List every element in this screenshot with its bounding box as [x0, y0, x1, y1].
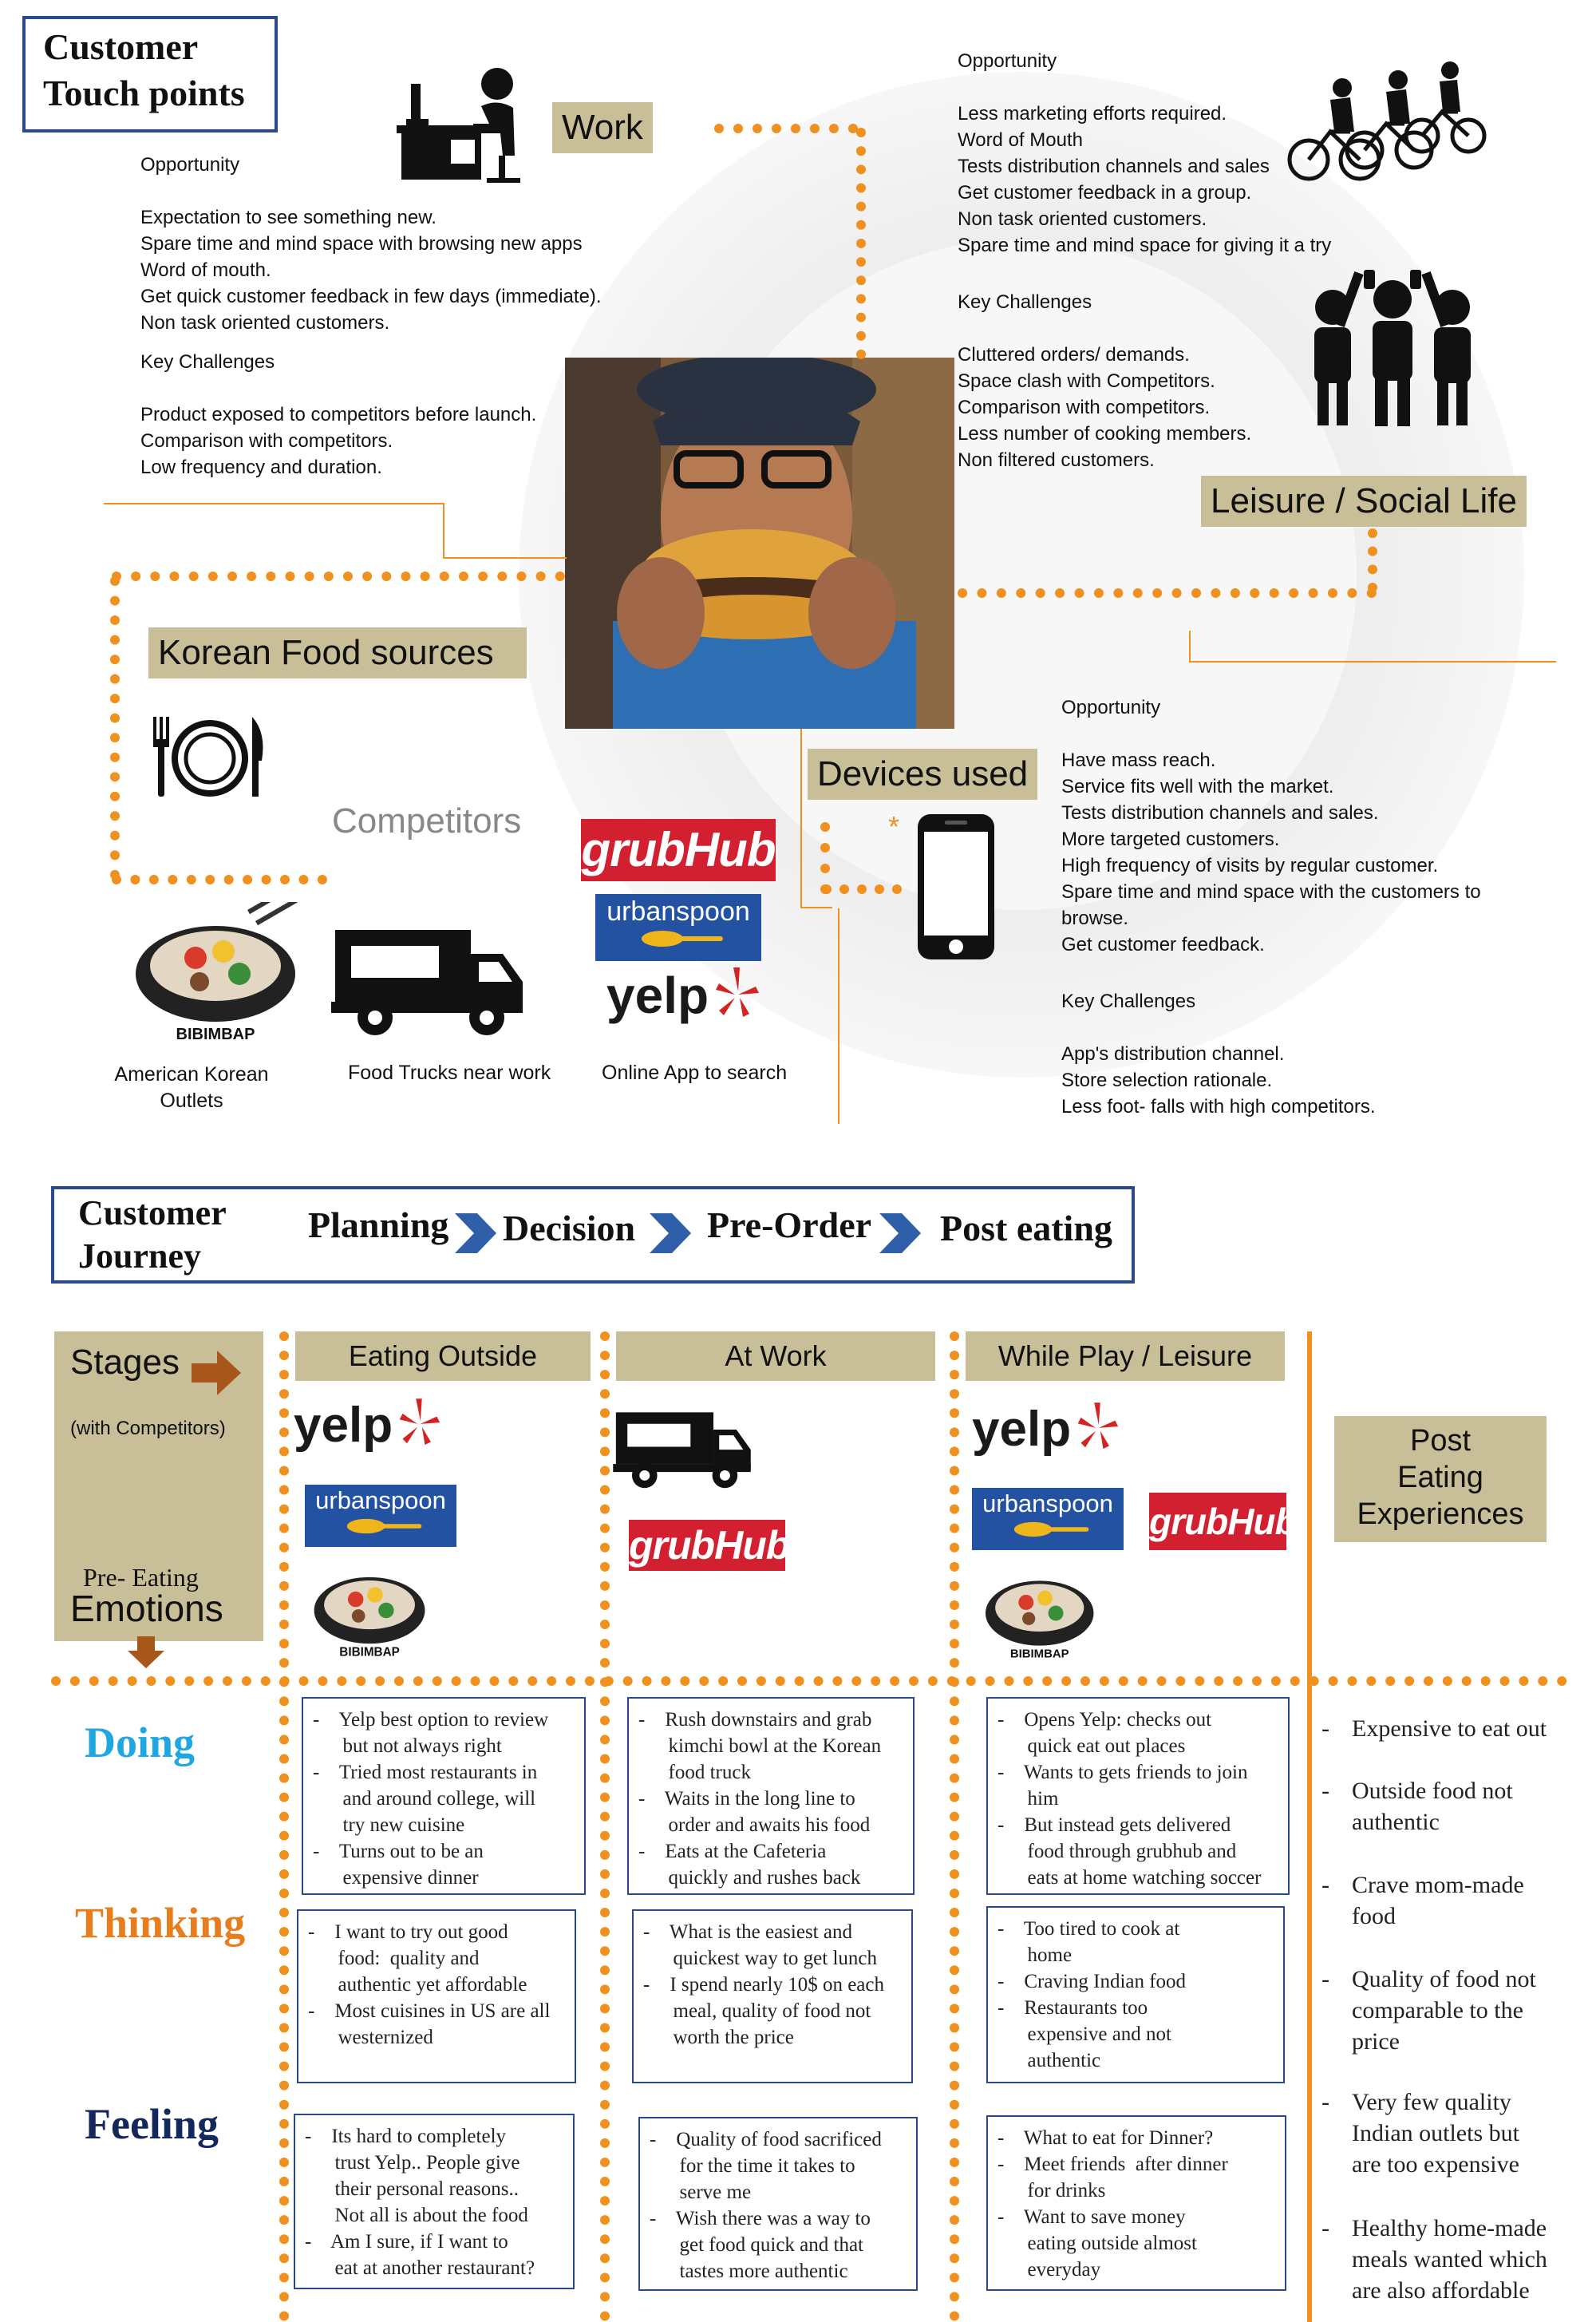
leisure-opportunity-item: Spare time and mind space for giving it a try: [958, 235, 1332, 256]
devices-challenge-item: Store selection rationale.: [1061, 1070, 1273, 1091]
work-challenge-item: Low frequency and duration.: [140, 457, 382, 478]
post-line: Indian outlets but: [1352, 2120, 1519, 2146]
pre-eating-label: Pre- Eating: [83, 1563, 199, 1592]
note-line: for drinks: [998, 2180, 1106, 2201]
post-line: Healthy home-made: [1352, 2215, 1547, 2241]
leisure-opportunity-item: Word of Mouth: [958, 129, 1083, 151]
competitors-label: Competitors: [332, 801, 522, 841]
post-item: [1321, 1964, 1536, 2057]
devices-opportunity-item: Service fits well with the market.: [1061, 776, 1334, 797]
leisure-challenge-item: Comparison with competitors.: [958, 397, 1211, 418]
grid-divider: [950, 1331, 959, 2321]
bibimbap-bowl-icon: [128, 902, 319, 1046]
note-line: - What is the easiest and: [643, 1921, 852, 1943]
leisure-challenge-item: Space clash with Competitors.: [958, 370, 1215, 392]
note-line: serve me: [650, 2182, 752, 2203]
post-item: [1321, 2213, 1547, 2306]
note-line: authentic: [998, 2050, 1101, 2071]
devices-opportunity-item: browse.: [1061, 908, 1129, 929]
note-line: eating outside almost: [998, 2233, 1197, 2254]
devices-connector: [822, 884, 902, 894]
note-line: food truck: [638, 1762, 751, 1783]
note-doing-eating-outside: [302, 1697, 586, 1895]
note-line: food: quality and: [308, 1948, 480, 1969]
post-bullet: -: [1321, 1966, 1329, 1992]
note-line: tastes more authentic: [650, 2261, 848, 2282]
note-line: - Am I sure, if I want to: [305, 2231, 508, 2253]
grubhub-logo: grubHub: [629, 1520, 785, 1571]
post-eating-line: Experiences: [1357, 1497, 1524, 1531]
work-tag: Work: [552, 102, 653, 153]
devices-opportunity-item: Have mass reach.: [1061, 750, 1216, 771]
journey-step-planning: Planning: [308, 1205, 449, 1245]
note-feeling-eating-outside: [294, 2114, 575, 2289]
note-line: but not always right: [313, 1735, 502, 1757]
post-bullet: -: [1321, 1715, 1329, 1742]
note-doing-at-work: [627, 1697, 915, 1895]
note-line: - Quality of food sacrificed: [650, 2129, 882, 2150]
leisure-opportunity-item: Less marketing efforts required.: [958, 103, 1227, 125]
work-opportunity-item: Expectation to see something new.: [140, 207, 437, 228]
note-line: eat at another restaurant?: [305, 2257, 535, 2279]
urbanspoon-logo-text: urbanspoon: [606, 896, 750, 927]
urbanspoon-logo: [595, 894, 761, 961]
post-item: [1321, 2087, 1519, 2180]
note-thinking-eating-outside: [297, 1909, 576, 2083]
plate-fork-knife-icon: [150, 717, 270, 798]
chevron-right-icon: [878, 1212, 922, 1255]
bibimbap-logo-text: BIBIMBAP: [339, 1645, 400, 1659]
post-eating-panel: [1334, 1416, 1547, 1542]
stage-while-play-leisure: While Play / Leisure: [966, 1331, 1285, 1381]
spoon-icon: [337, 1517, 425, 1536]
post-line: meals wanted which: [1352, 2246, 1547, 2273]
devices-opportunity-item: Get customer feedback.: [1061, 934, 1265, 955]
thin-line: [104, 503, 443, 504]
note-line: - Too tired to cook at: [998, 1918, 1180, 1940]
stage-at-work: At Work: [616, 1331, 935, 1381]
devices-opportunity-item: More targeted customers.: [1061, 829, 1280, 850]
grubhub-logo: grubHub: [1149, 1493, 1286, 1550]
grid-divider: [51, 1676, 1567, 1686]
source-label-line: Outlets: [160, 1090, 223, 1112]
stage-eating-outside: Eating Outside: [295, 1331, 591, 1381]
note-line: and around college, will: [313, 1788, 536, 1810]
grid-divider: [600, 1331, 610, 2321]
post-bullet: -: [1321, 2215, 1329, 2241]
post-item: [1321, 1869, 1524, 1932]
work-challenge-item: Product exposed to competitors before launch.: [140, 404, 537, 425]
leisure-connector: [958, 588, 1377, 598]
devices-opportunity-item: Tests distribution channels and sales.: [1061, 802, 1379, 824]
thin-line: [1189, 661, 1556, 663]
stages-label: Stages: [70, 1343, 180, 1382]
note-line: expensive dinner: [313, 1867, 479, 1889]
stages-panel: [54, 1331, 263, 1641]
korean-connector: [112, 875, 327, 884]
note-line: their personal reasons..: [305, 2178, 519, 2200]
grubhub-logo: grubHub: [581, 819, 776, 881]
devices-challenge-item: App's distribution channel.: [1061, 1043, 1285, 1065]
note-line: - Eats at the Cafeteria: [638, 1841, 827, 1862]
journey-step-post-eating: Post eating: [940, 1208, 1112, 1248]
note-line: trust Yelp.. People give: [305, 2152, 520, 2174]
row-label-feeling: Feeling: [85, 2100, 219, 2148]
leisure-tag: Leisure / Social Life: [1201, 476, 1527, 527]
leisure-opportunity-item: Tests distribution channels and sales: [958, 156, 1270, 177]
post-item: [1321, 1713, 1547, 1744]
devices-connector: [820, 822, 830, 894]
note-line: - Wish there was a way to: [650, 2208, 871, 2229]
leisure-opportunity-item: Get customer feedback in a group.: [958, 182, 1252, 204]
note-line: expensive and not: [998, 2023, 1172, 2045]
row-label-thinking: Thinking: [75, 1899, 246, 1947]
leisure-challenges-heading: Key Challenges: [958, 291, 1092, 313]
note-line: Not all is about the food: [305, 2205, 528, 2226]
leisure-challenge-item: Less number of cooking members.: [958, 423, 1252, 445]
devices-challenge-item: Less foot- falls with high competitors.: [1061, 1096, 1376, 1117]
work-challenge-item: Comparison with competitors.: [140, 430, 393, 452]
note-line: - Tried most restaurants in: [313, 1762, 538, 1783]
note-thinking-leisure: [986, 1906, 1285, 2083]
source-label-trucks: Food Trucks near work: [348, 1062, 551, 1084]
arrow-down-icon: [126, 1635, 166, 1670]
work-opportunity-item: Word of mouth.: [140, 259, 271, 281]
spoon-icon: [1004, 1520, 1092, 1539]
row-label-doing: Doing: [85, 1719, 196, 1766]
post-line: Expensive to eat out: [1352, 1715, 1547, 1742]
spoon-icon: [630, 929, 726, 948]
urbanspoon-logo-text: urbanspoon: [315, 1486, 446, 1514]
note-line: westernized: [308, 2027, 433, 2048]
note-line: try new cuisine: [313, 1814, 465, 1836]
note-line: - Most cuisines in US are all: [308, 2000, 551, 2022]
leisure-connector: [1368, 528, 1377, 592]
yelp-burst-icon: [397, 1397, 441, 1450]
note-line: - Wants to gets friends to join: [998, 1762, 1248, 1783]
urbanspoon-logo: [972, 1488, 1124, 1550]
urbanspoon-logo: [305, 1485, 456, 1547]
note-line: - What to eat for Dinner?: [998, 2127, 1214, 2149]
yelp-logo: [294, 1397, 441, 1454]
bicycles-icon: [1286, 56, 1510, 192]
post-line: authentic: [1352, 1809, 1440, 1835]
thin-line: [800, 729, 802, 908]
work-opportunity-item: Spare time and mind space with browsing new apps: [140, 233, 583, 255]
yelp-logo: [606, 966, 760, 1025]
food-truck-icon: [608, 1401, 756, 1493]
note-line: quick eat out places: [998, 1735, 1186, 1757]
yelp-logo-text: yelp: [606, 967, 709, 1024]
friends-group-icon: [1297, 263, 1488, 427]
smartphone-icon: [916, 813, 996, 961]
note-line: - Its hard to completely: [305, 2126, 507, 2147]
leisure-challenge-item: Cluttered orders/ demands.: [958, 344, 1190, 366]
bibimbap-logo-text: BIBIMBAP: [176, 1026, 255, 1043]
note-line: - But instead gets delivered: [998, 1814, 1231, 1836]
thin-line: [443, 503, 444, 559]
devices-opportunity-item: High frequency of visits by regular customer.: [1061, 855, 1439, 876]
touch-points-title-line1: Customer: [43, 26, 199, 67]
note-line: - Restaurants too: [998, 1997, 1148, 2019]
note-line: - Craving Indian food: [998, 1971, 1187, 1992]
devices-text: [1061, 694, 1481, 1120]
bibimbap-logo-text: BIBIMBAP: [1009, 1648, 1069, 1661]
note-line: - Rush downstairs and grab: [638, 1709, 872, 1731]
leisure-opportunity-heading: Opportunity: [958, 50, 1057, 72]
person-eating-burger-photo: [565, 358, 954, 729]
source-label-line: American Korean: [114, 1063, 269, 1086]
stages-sublabel: (with Competitors): [70, 1418, 226, 1439]
note-line: meal, quality of food not: [643, 2000, 871, 2022]
journey-step-preorder: Pre-Order: [707, 1205, 872, 1245]
post-item: [1321, 1775, 1513, 1837]
note-thinking-at-work: [632, 1909, 913, 2083]
thin-line: [1189, 631, 1191, 663]
food-truck-icon: [327, 914, 527, 1042]
note-line: - Turns out to be an: [313, 1841, 484, 1862]
post-line: comparable to the: [1352, 1997, 1523, 2023]
work-text: [140, 152, 602, 481]
arrow-right-icon: [190, 1349, 243, 1397]
work-challenges-heading: Key Challenges: [140, 351, 275, 373]
note-line: authentic yet affordable: [308, 1974, 527, 1996]
devices-opportunity-heading: Opportunity: [1061, 697, 1161, 718]
note-line: quickly and rushes back: [638, 1867, 861, 1889]
yelp-burst-icon: [713, 966, 760, 1022]
note-line: quickest way to get lunch: [643, 1948, 877, 1969]
journey-step-decision: Decision: [503, 1208, 636, 1248]
touch-points-title-line2: Touch points: [43, 73, 245, 113]
note-line: - Opens Yelp: checks out: [998, 1709, 1212, 1731]
post-line: price: [1352, 2028, 1400, 2055]
yelp-logo-text: yelp: [294, 1398, 393, 1453]
leisure-opportunity-item: Non task oriented customers.: [958, 208, 1207, 230]
leisure-text: [958, 48, 1331, 473]
journey-title-line1: Customer: [78, 1193, 227, 1232]
source-label-outlets: [72, 1062, 311, 1114]
post-eating-line: Post: [1409, 1424, 1472, 1458]
devices-challenges-heading: Key Challenges: [1061, 991, 1196, 1012]
thin-line: [800, 907, 832, 908]
note-line: eats at home watching soccer: [998, 1867, 1262, 1889]
note-line: - Waits in the long line to: [638, 1788, 855, 1810]
post-line: Quality of food not: [1352, 1966, 1536, 1992]
note-feeling-at-work: [638, 2117, 918, 2291]
korean-connector: [112, 572, 565, 581]
note-line: him: [998, 1788, 1059, 1810]
post-bullet: -: [1321, 1872, 1329, 1898]
note-line: home: [998, 1944, 1073, 1966]
devices-opportunity-item: Spare time and mind space with the customers to: [1061, 881, 1481, 903]
post-line: Outside food not: [1352, 1778, 1513, 1804]
source-label-apps: Online App to search: [602, 1062, 788, 1084]
emotions-label: Emotions: [70, 1588, 223, 1629]
thin-line: [443, 557, 567, 559]
note-doing-leisure: [986, 1697, 1290, 1895]
yelp-burst-icon: [1075, 1401, 1120, 1454]
post-eating-line: Eating: [1397, 1461, 1483, 1494]
work-opportunity-item: Non task oriented customers.: [140, 312, 390, 334]
grid-divider: [1307, 1331, 1312, 2322]
note-line: worth the price: [643, 2027, 794, 2048]
note-line: everyday: [998, 2259, 1101, 2280]
note-line: food through grubhub and: [998, 1841, 1237, 1862]
post-line: Crave mom-made: [1352, 1872, 1524, 1898]
work-opportunity-item: Get quick customer feedback in few days (immediate).: [140, 286, 602, 307]
thin-line: [838, 908, 839, 1124]
note-line: kimchi bowl at the Korean: [638, 1735, 882, 1757]
note-line: get food quick and that: [650, 2234, 863, 2256]
note-line: - I spend nearly 10$ on each: [643, 1974, 884, 1996]
devices-tag: Devices used: [808, 749, 1037, 800]
post-line: Very few quality: [1352, 2089, 1511, 2115]
urbanspoon-logo-text: urbanspoon: [982, 1489, 1113, 1517]
korean-connector: [110, 576, 120, 880]
post-bullet: -: [1321, 2089, 1329, 2115]
bibimbap-bowl-icon: [303, 1561, 447, 1660]
yelp-logo: [972, 1401, 1120, 1458]
post-line: food: [1352, 1903, 1396, 1929]
work-opportunity-heading: Opportunity: [140, 154, 240, 176]
leisure-challenge-item: Non filtered customers.: [958, 449, 1155, 471]
post-line: are too expensive: [1352, 2151, 1519, 2178]
post-bullet: -: [1321, 1778, 1329, 1804]
note-line: for the time it takes to: [650, 2155, 855, 2177]
devices-asterisk: *: [888, 810, 900, 843]
chevron-right-icon: [453, 1212, 498, 1255]
korean-food-tag: Korean Food sources: [148, 627, 527, 678]
yelp-logo-text: yelp: [972, 1402, 1072, 1457]
post-line: are also affordable: [1352, 2277, 1530, 2304]
note-line: - I want to try out good: [308, 1921, 508, 1943]
touch-points-title: [22, 16, 278, 133]
journey-title-line2: Journey: [78, 1236, 201, 1276]
grid-divider: [279, 1331, 289, 2321]
work-connector: [714, 124, 858, 133]
customer-journey-bar: [51, 1186, 1135, 1284]
note-line: - Meet friends after dinner: [998, 2154, 1228, 2175]
note-feeling-leisure: [986, 2115, 1286, 2291]
bibimbap-bowl-icon: [975, 1564, 1115, 1662]
note-line: order and awaits his food: [638, 1814, 871, 1836]
chevron-right-icon: [648, 1212, 693, 1255]
note-line: - Want to save money: [998, 2206, 1186, 2228]
work-connector: [856, 128, 866, 359]
note-line: - Yelp best option to review: [313, 1709, 549, 1731]
